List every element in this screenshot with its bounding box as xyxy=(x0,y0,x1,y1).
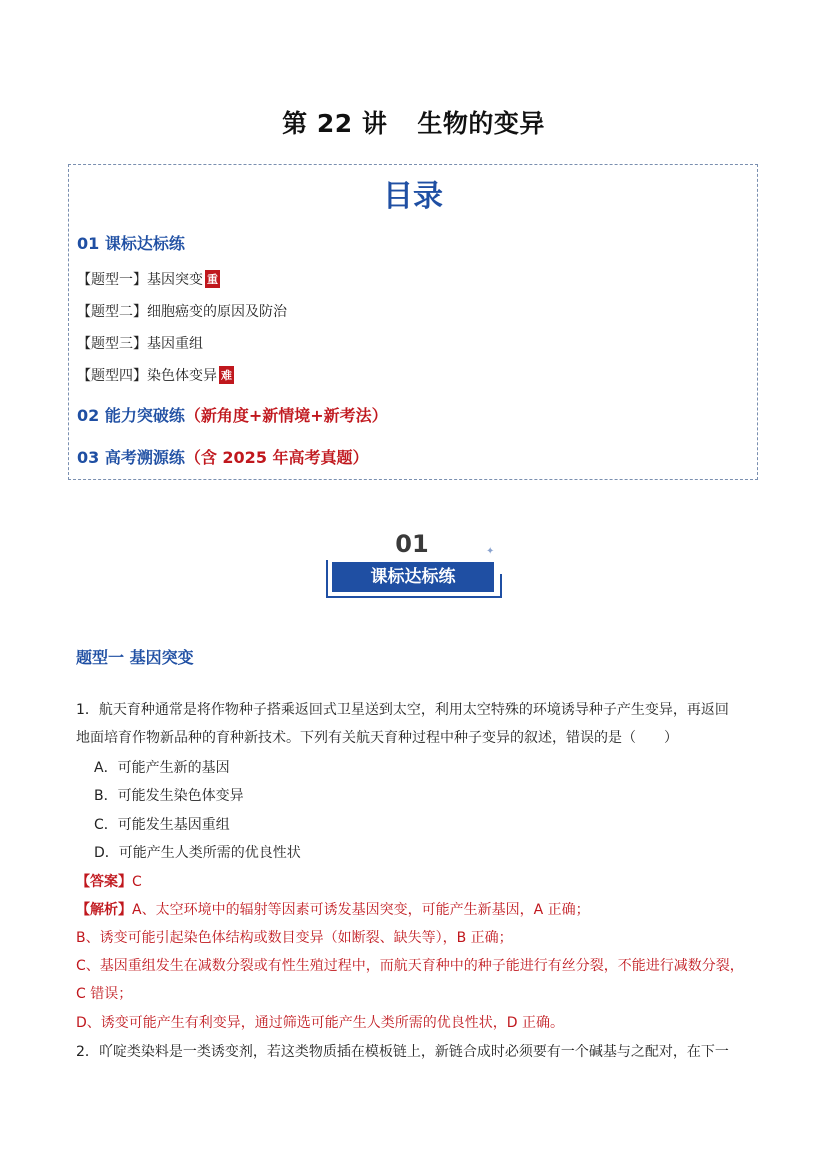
toc-item-2[interactable]: 【题型二】细胞癌变的原因及防治 xyxy=(77,304,287,320)
badge-frame-bottom xyxy=(326,596,502,598)
section-badge xyxy=(322,530,506,602)
option-d: D．可能产生人类所需的优良性状 xyxy=(94,845,301,861)
question-2-line-1: 2．吖啶类染料是一类诱变剂，若这类物质插在模板链上，新链合成时必须要有一个碱基与之配对，在下一 xyxy=(76,1044,729,1060)
hard-tag: 难 xyxy=(219,366,234,384)
badge-label: 课标达标练 xyxy=(332,562,494,592)
option-b: B．可能发生染色体变异 xyxy=(94,788,244,804)
key-tag: 重 xyxy=(205,270,220,288)
toc-item-4[interactable]: 【题型四】染色体变异 难 xyxy=(77,368,232,384)
toc-item-1[interactable]: 【题型一】基因突变 重 xyxy=(77,272,218,288)
section-title: 题型一 基因突变 xyxy=(76,648,194,667)
lecture-number: 第 22 讲 xyxy=(282,109,388,138)
toc-section-1[interactable]: 01 课标达标练 xyxy=(77,234,185,253)
table-of-contents xyxy=(68,164,758,480)
answer: 【答案】C xyxy=(76,874,142,890)
option-a: A．可能产生新的基因 xyxy=(94,760,230,776)
badge-number: 01 xyxy=(395,530,429,558)
toc-heading: 目录 xyxy=(383,179,443,214)
option-c: C．可能发生基因重组 xyxy=(94,817,230,833)
analysis-line-5: D、诱变可能产生有利变异，通过筛选可能产生人类所需的优良性状，D 正确。 xyxy=(76,1015,565,1031)
page-title xyxy=(0,104,827,140)
sparkle-icon: ✦ xyxy=(486,546,495,557)
question-1-line-2: 地面培育作物新品种的育种新技术。下列有关航天育种过程中种子变异的叙述，错误的是（ ） xyxy=(76,730,678,746)
analysis-line-2: B、诱变可能引起染色体结构或数目变异（如断裂、缺失等），B 正确； xyxy=(76,930,513,946)
analysis-line-3: C、基因重组发生在减数分裂或有性生殖过程中，而航天育种中的种子能进行有丝分裂，不能进行减数分裂， xyxy=(76,958,744,974)
lecture-topic: 生物的变异 xyxy=(417,109,545,138)
toc-section-3[interactable]: 03 高考溯源练（含 2025 年高考真题） xyxy=(77,448,369,467)
question-1-line-1: 1．航天育种通常是将作物种子搭乘返回式卫星送到太空，利用太空特殊的环境诱导种子产生变异，再返回 xyxy=(76,702,729,718)
analysis-line-4: C 错误； xyxy=(76,986,133,1002)
analysis-line-1: 【解析】A、太空环境中的辐射等因素可诱发基因突变，可能产生新基因，A 正确； xyxy=(76,902,590,918)
toc-section-2[interactable]: 02 能力突破练（新角度+新情境+新考法） xyxy=(77,406,388,425)
badge-frame-left xyxy=(326,560,328,596)
toc-item-3[interactable]: 【题型三】基因重组 xyxy=(77,336,203,352)
badge-frame-right xyxy=(500,574,502,598)
